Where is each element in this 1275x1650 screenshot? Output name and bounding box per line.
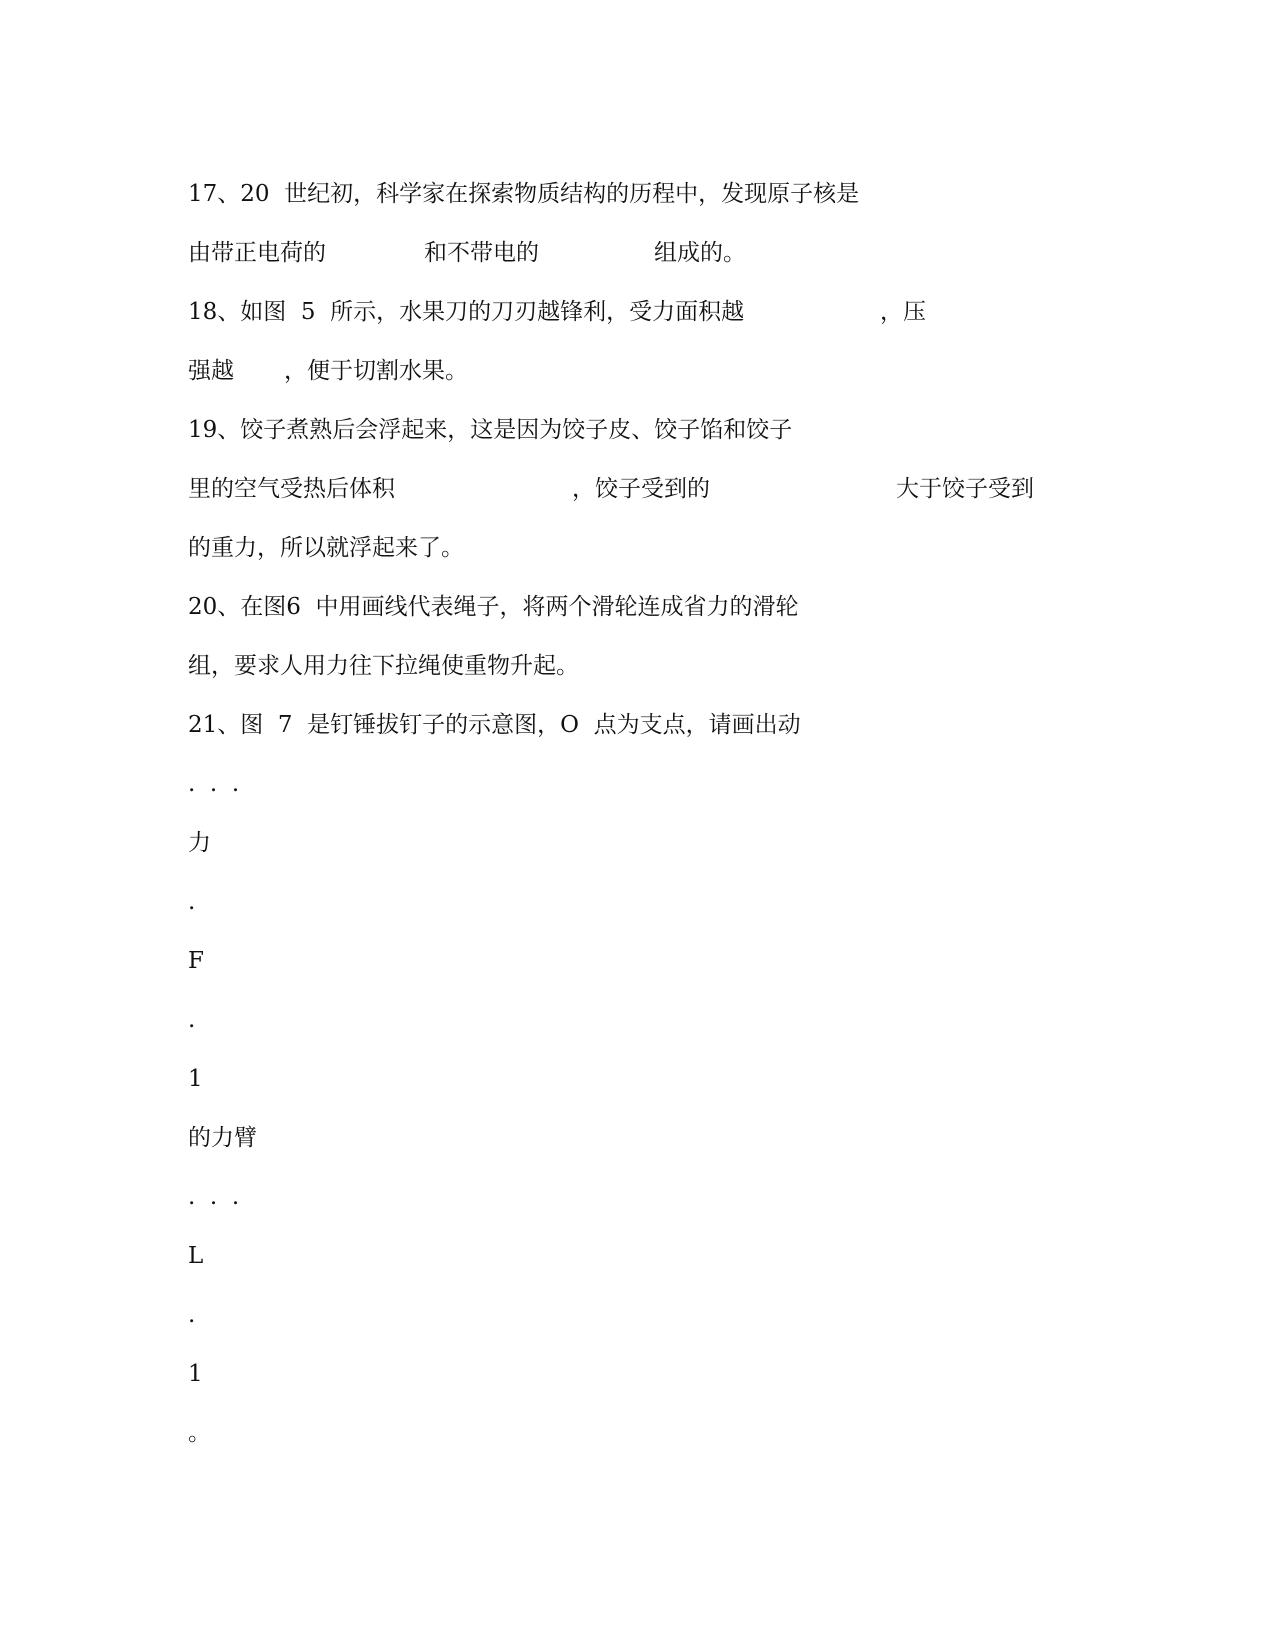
- q19-line-1: 19、饺子煮熟后会浮起来，这是因为饺子皮、饺子馅和饺子: [188, 417, 793, 443]
- q19-text-b: ，饺子受到的: [572, 476, 710, 502]
- q19-text-c: 大于饺子受到: [896, 476, 1034, 502]
- q18-line-2: [188, 356, 1088, 386]
- q21-line-1: 21、图 7 是钉锤拔钉子的示意图，O 点为支点，请画出动: [188, 712, 801, 738]
- q18-text-a: 18、如图 5 所示，水果刀的刀刃越锋利，受力面积越: [188, 299, 745, 325]
- q17-line-2: [188, 238, 1088, 268]
- q21-fragment-dot-3: .: [188, 1302, 196, 1328]
- q19-line-2: [188, 474, 1088, 504]
- q21-fragment-dots-1: . . .: [188, 771, 240, 797]
- q17-text-c: 组成的。: [654, 240, 746, 266]
- q21-fragment-period: 。: [188, 1420, 211, 1446]
- q21-fragment-dots-2: . . .: [188, 1184, 240, 1210]
- q18-line-1: [188, 297, 1088, 327]
- q20-line-2: 组，要求人用力往下拉绳使重物升起。: [188, 653, 579, 679]
- q21-fragment-f: F: [188, 948, 204, 974]
- q18-text-c: 强越: [188, 358, 234, 384]
- q17-line-1: 17、20 世纪初，科学家在探索物质结构的历程中，发现原子核是: [188, 181, 860, 207]
- q18-text-b: ，压: [880, 299, 926, 325]
- q19-text-a: 里的空气受热后体积: [188, 476, 395, 502]
- q17-text-b: 和不带电的: [424, 240, 539, 266]
- q17-text-a: 由带正电荷的: [188, 240, 326, 266]
- q21-fragment-dot-1: .: [188, 889, 196, 915]
- q18-text-d: ，便于切割水果。: [284, 358, 468, 384]
- q21-fragment-l: L: [188, 1243, 204, 1269]
- q21-fragment-subscript-2: 1: [188, 1361, 203, 1387]
- q20-line-1: 20、在图6 中用画线代表绳子，将两个滑轮连成省力的滑轮: [188, 594, 799, 620]
- q21-fragment-lever-arm: 的力臂: [188, 1125, 257, 1151]
- q19-line-3: 的重力，所以就浮起来了。: [188, 535, 464, 561]
- q21-fragment-dot-2: .: [188, 1007, 196, 1033]
- q21-fragment-force: 力: [188, 830, 211, 856]
- q21-fragment-subscript-1: 1: [188, 1066, 203, 1092]
